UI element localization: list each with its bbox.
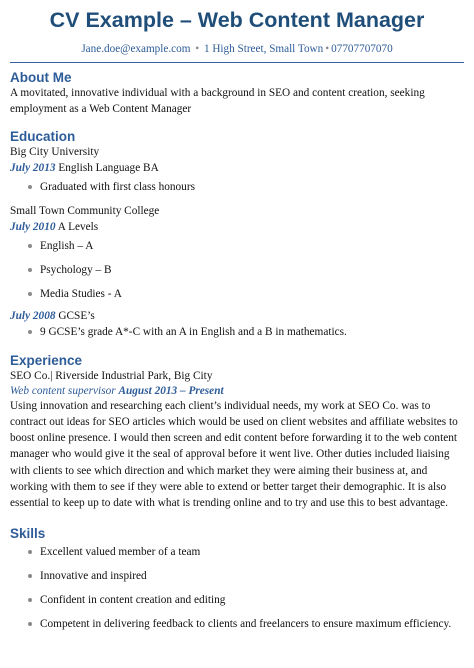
list-item: Competent in delivering feedback to clients and freelancers to ensure maximum efficiency.: [10, 616, 464, 632]
education-heading: Education: [10, 128, 76, 144]
education-bullets: [10, 324, 464, 340]
about-text: A movitated, innovative individual with a background in SEO and content creation, seeking employment as a Web Content Manager: [10, 87, 425, 116]
experience-description: Using innovation and researching each client’s individual needs, my work at SEO Co. was to contract out ideas for SEO articles which would be used on client websites and affiliate websites to boost online presence. I would then screen and edit content before forwarding it to the web content manager who would give it the seal of approval before it went live. Other duties included liaising with clients to see which direction and which market they were aiming their business at, and working with them to see if they were able to extend or better target their demographic. It is also essential to keep up to date with what is trending online and to try and use this to best advantage.: [10, 399, 458, 510]
education-qualification: A Levels: [57, 220, 99, 233]
education-date-line: [10, 308, 464, 324]
list-item: Innovative and inspired: [10, 568, 464, 584]
education-bullets: [10, 238, 464, 302]
education-date-line: [10, 160, 464, 176]
separator-dot: •: [325, 43, 330, 55]
education-institution: Big City University: [10, 145, 100, 158]
contact-address: 1 High Street, Small Town: [203, 43, 324, 55]
list-item: 9 GCSE’s grade A*-C with an A in English and a B in mathematics.: [10, 324, 464, 340]
separator-dot: •: [195, 43, 200, 55]
experience-role-line: [10, 384, 464, 398]
education-date: July 2008: [10, 309, 56, 322]
experience-period: August 2013 – Present: [118, 384, 224, 397]
education-date: July 2010: [10, 220, 56, 233]
experience-heading: Experience: [10, 352, 83, 368]
skills-heading: Skills: [10, 525, 46, 541]
contact-email: Jane.doe@example.com: [81, 43, 191, 55]
list-item: Confident in content creation and editing: [10, 592, 464, 608]
education-qualification: English Language BA: [58, 161, 159, 174]
education-date-line: [10, 219, 464, 235]
header-divider: [10, 62, 464, 63]
list-item: Media Studies - A: [10, 286, 464, 302]
education-date: July 2013: [10, 161, 56, 174]
cv-content: [0, 70, 474, 632]
about-heading: About Me: [10, 70, 72, 85]
contact-phone: 07707707070: [331, 43, 393, 55]
list-item: Excellent valued member of a team: [10, 544, 464, 560]
education-institution: Small Town Community College: [10, 204, 160, 217]
experience-role: Web content supervisor: [10, 384, 116, 397]
education-bullets: [10, 179, 464, 195]
list-item: Psychology – B: [10, 262, 464, 278]
education-qualification: GCSE’s: [58, 309, 95, 322]
list-item: Graduated with first class honours: [10, 179, 464, 195]
skills-list: [10, 544, 464, 632]
page-title: CV Example – Web Content Manager: [49, 8, 425, 32]
contact-line: [0, 42, 474, 56]
experience-company: SEO Co.| Riverside Industrial Park, Big City: [10, 369, 213, 382]
list-item: English – A: [10, 238, 464, 254]
